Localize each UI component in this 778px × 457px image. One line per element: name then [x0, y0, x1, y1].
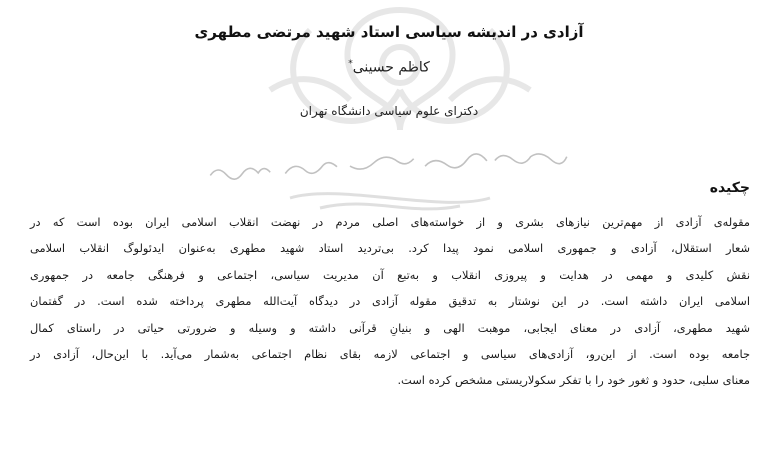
abstract-line: اسلامی ایران داشته است. در این نوشتار به تدقیق مقوله آزادی در دیدگاه آیت‌الله مطهری پرداخته شده است. در گفتمان: [30, 294, 750, 309]
abstract-line: نقش کلیدی و مهمی در هدایت و پیروزی انقلاب و به‌تبع آن مدیریت سیاسی، اجتماعی و فرهنگی جامعه در جمهوری: [30, 267, 750, 282]
abstract-line: معنای سلبی، حدود و ثغور خود را با تفکر سکولاریستی مشخص کرده است.: [397, 373, 750, 388]
abstract-line: مقوله‌ی آزادی از مهم‌ترین نیازهای بشری و از خواسته‌های اصلی مردم در نهضت انقلاب اسلامی ایران بوده است که در: [30, 215, 750, 229]
author-footnote-mark: *: [348, 59, 353, 69]
abstract-line: جامعه بوده است. از این‌رو، آزادی‌های سیاسی و اجتماعی لازمه بقای نظام اجتماعی به‌شمار می‌آید. با این‌حال، آزادی در: [30, 347, 750, 362]
abstract-body: [30, 209, 750, 394]
abstract-line: شعار استقلال، آزادی و جمهوری اسلامی نمود پیدا کرد. بی‌تردید استاد شهید مطهری به‌عنوان ایدئولوگ انقلاب اسلامی: [30, 241, 750, 256]
author-name: کاظم حسینی: [352, 59, 430, 76]
paper-title: آزادی در اندیشه سیاسی استاد شهید مرتضی مطهری: [194, 23, 584, 41]
author-line: [0, 59, 778, 76]
author-affiliation: دکترای علوم سیاسی دانشگاه تهران: [299, 104, 479, 118]
abstract-line: شهید مطهری، آزادی در معنای ایجابی، موهبت الهی و بنیانِ قرآنی داشته و وسیله و ضرورتی حیاتی در راستای کمال: [30, 320, 750, 335]
abstract-heading: چکیده: [709, 180, 750, 196]
